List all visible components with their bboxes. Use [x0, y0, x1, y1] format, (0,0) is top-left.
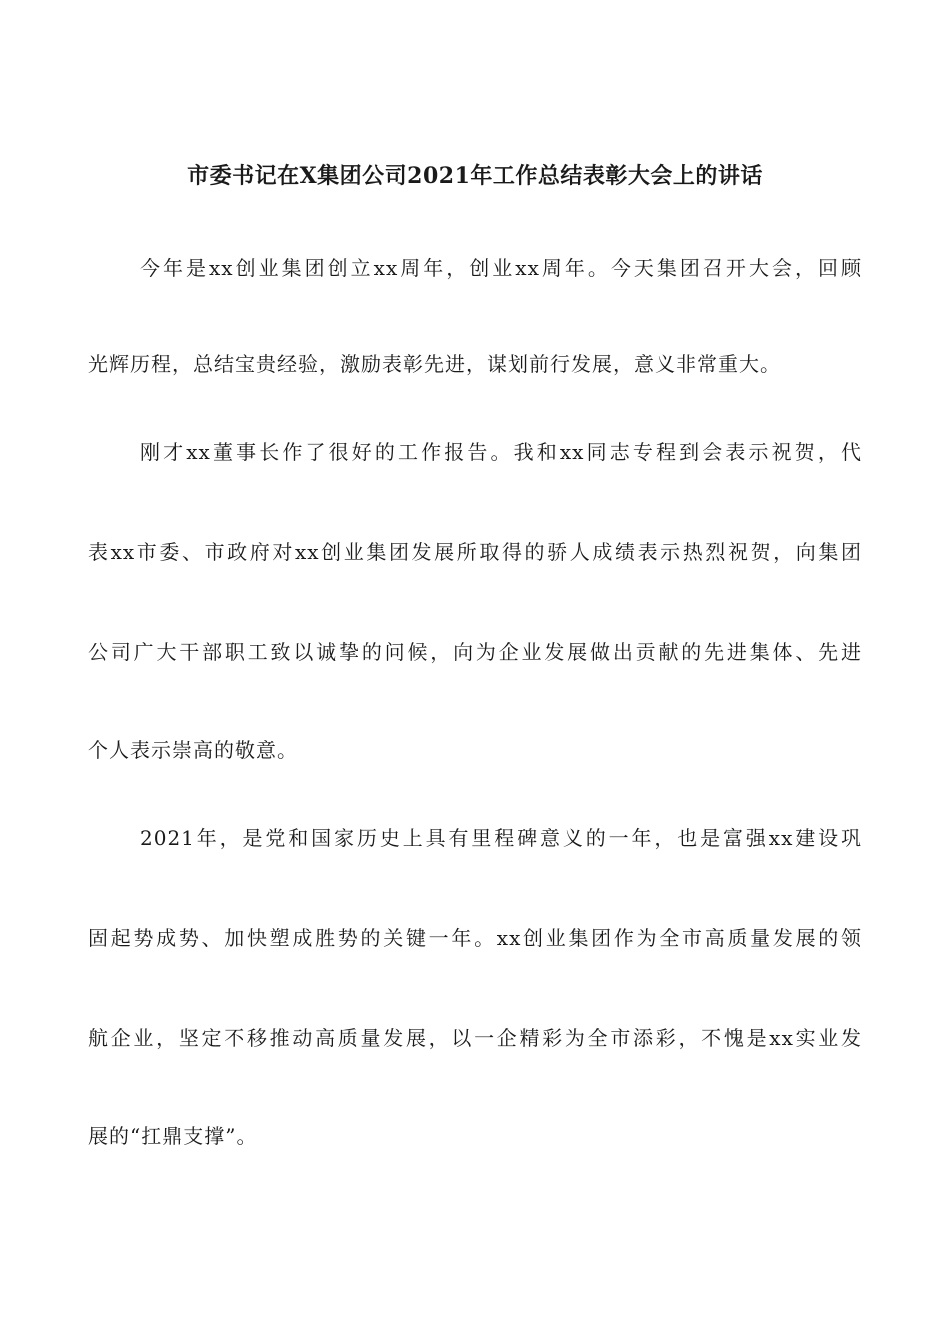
paragraph-line: 刚才xx董事长作了很好的工作报告。我和xx同志专程到会表示祝贺，代	[140, 440, 862, 464]
paragraph-line: 公司广大干部职工致以诚挚的问候，向为企业发展做出贡献的先进集体、先进	[88, 640, 862, 664]
paragraph-line: 航企业，坚定不移推动高质量发展，以一企精彩为全市添彩，不愧是xx实业发	[88, 1026, 862, 1050]
paragraph-line: 固起势成势、加快塑成胜势的关键一年。xx创业集团作为全市高质量发展的领	[88, 926, 862, 950]
paragraph-line: 表xx市委、市政府对xx创业集团发展所取得的骄人成绩表示热烈祝贺，向集团	[88, 540, 862, 564]
paragraph-line: 展的“扛鼎支撑”。	[88, 1124, 258, 1148]
paragraph-line: 个人表示崇高的敬意。	[88, 738, 298, 762]
paragraph-line: 2021年，是党和国家历史上具有里程碑意义的一年，也是富强xx建设巩	[140, 826, 862, 850]
document-title: 市委书记在X集团公司2021年工作总结表彰大会上的讲话	[187, 163, 763, 189]
paragraph-line: 今年是xx创业集团创立xx周年，创业xx周年。今天集团召开大会，回顾	[140, 256, 862, 280]
paragraph-line: 光辉历程，总结宝贵经验，激励表彰先进，谋划前行发展，意义非常重大。	[88, 352, 781, 376]
